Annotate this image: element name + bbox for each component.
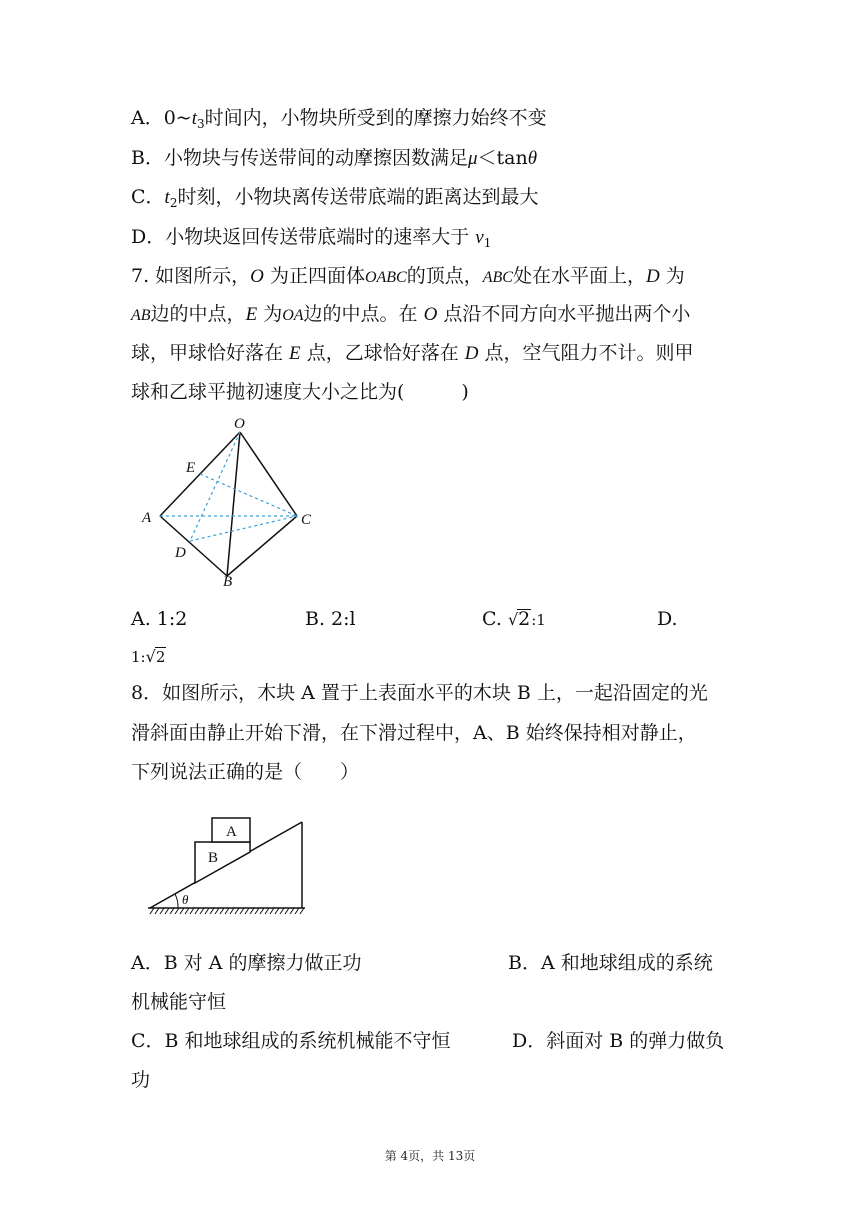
dashed-OD: [190, 432, 240, 541]
page-footer: 第 4页，共 13页: [384, 1149, 476, 1163]
label-block-A: A: [226, 824, 237, 840]
q7-option-d: D.: [657, 608, 678, 630]
q7-option-c: C. √2:1: [482, 608, 546, 630]
q8-stem-line-2: 滑斜面由静止开始下滑，在下滑过程中，A、B 始终保持相对静止，: [131, 722, 697, 744]
q8-stem-line-3: 下列说法正确的是（ ）: [131, 761, 360, 783]
edge-OB: [227, 432, 240, 576]
q7-stem-line-3: 球，甲球恰好落在 E 点，乙球恰好落在 D 点，空气阻力不计。则甲: [131, 342, 694, 364]
q7-option-a: A. 1:2: [131, 608, 188, 630]
q8-option-a: A．B 对 A 的摩擦力做正功: [131, 952, 362, 974]
edge-AB: [160, 516, 227, 576]
dashed-DC: [190, 516, 297, 541]
label-A: A: [142, 510, 152, 526]
q8-option-d: D．斜面对 B 的弹力做负: [512, 1030, 725, 1052]
label-B: B: [223, 574, 233, 590]
label-C: C: [301, 512, 312, 528]
q8-option-c: C．B 和地球组成的系统机械能不守恒: [131, 1030, 451, 1052]
edge-BC: [227, 516, 297, 576]
tetrahedron-figure: [130, 412, 330, 592]
q6-option-c: C．$t_2$时刻，小物块离传送带底端的距离达到最大: [131, 186, 539, 210]
label-O: O: [234, 416, 245, 432]
label-E: E: [186, 460, 196, 476]
q6-option-b: B．小物块与传送带间的动摩擦因数满足μ＜tanθ: [131, 147, 538, 169]
q8-option-b-cont: 机械能守恒: [131, 991, 227, 1013]
angle-arc: [175, 894, 178, 908]
block-B: [195, 842, 250, 883]
q8-option-b: B．A 和地球组成的系统: [508, 952, 713, 974]
ground-hatch: [150, 908, 304, 914]
q7-stem-line-4: 球和乙球平抛初速度大小之比为( ): [131, 381, 469, 403]
q8-option-d-cont: 功: [131, 1069, 151, 1091]
q8-stem-line-1: 8．如图所示，木块 A 置于上表面水平的木块 B 上，一起沿固定的光: [131, 682, 708, 704]
q7-stem-line-2: AB边的中点，E 为OA边的中点。在 O 点沿不同方向水平抛出两个小: [131, 303, 691, 325]
q6-option-d: D．小物块返回传送带底端时的速率大于 $v_1$: [131, 226, 492, 250]
q7-option-b: B. 2:l: [305, 608, 356, 630]
label-block-B: B: [208, 850, 219, 866]
q7-stem-line-1: 7. 如图所示，O 为正四面体OABC的顶点，ABC处在水平面上，D 为: [131, 265, 685, 287]
label-theta: θ: [182, 892, 189, 907]
q6-option-a: A．$0\sim t_3$时间内，小物块所受到的摩擦力始终不变: [131, 107, 547, 131]
q7-option-d-cont: 1:√2: [131, 647, 166, 666]
incline-figure: [140, 810, 315, 925]
label-D: D: [175, 545, 186, 561]
